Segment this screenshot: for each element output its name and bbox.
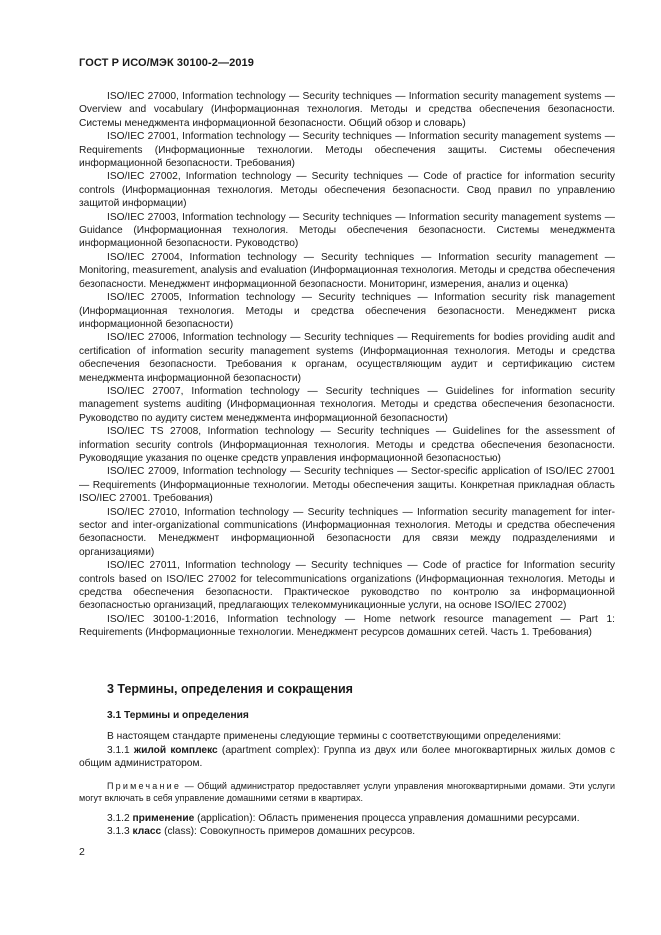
definition-number: 3.1.3 [107,826,130,838]
reference-item: ISO/IEC 30100-1:2016, Information technology — Home network resource management — Part 1: Requirements (Информационные технологии. Менеджмент ресурсов домашних сетей. Часть 1. Требования) [79,613,615,639]
definitions [79,730,615,839]
reference-item: ISO/IEC 27002, Information technology — Security techniques — Code of practice for information security controls (Информационная технология. Методы обеспечения безопасности. Свод правил по управлению защитой информации) [79,171,615,210]
reference-item: ISO/IEC 27009, Information technology — Security techniques — Sector-specific application of ISO/IEC 27001 — Requirements (Информационные технологии. Методы обеспечения защиты. Конкретная прикладная область ISO/IEC 27001. Требования) [79,466,615,505]
reference-item: ISO/IEC 27001, Information technology — Security techniques — Information security management systems — Requirements (Информационные технологии. Методы обеспечения защиты. Системы обеспечения информационной безопасности. Требования) [79,131,615,170]
note [79,780,615,805]
page-number: 2 [79,846,85,858]
subsection-title: 3.1 Термины и определения [107,710,249,721]
definition-number: 3.1.1 [107,744,130,756]
reference-item: ISO/IEC 27010, Information technology — Security techniques — Information security management for inter-sector and inter-organizational communications (Информационная технология. Методы и средства обеспечения безопасности. Менеджмент информационной безопасности для связи между подразделениями и организациями) [79,506,615,558]
definition-item [79,812,615,826]
reference-item: ISO/IEC 27006, Information technology — Security techniques — Requirements for bodies providing audit and certification of information security management systems (Информационная технология. Методы и средства обеспечения безопасности. Требования к органам, осуществляющим аудит и сертификацию систем менеджмента информационной безопасности) [79,332,615,384]
definition-term: жилой комплекс [133,744,218,756]
normative-references-list [79,90,615,640]
definition-text: (class): Совокупность примеров домашних ресурсов. [164,826,416,838]
definition-text: (apartment complex): Группа из двух или более многоквартирных жилых домов с общим администратором. [79,744,615,770]
definition-text: (application): Область применения процесса управления домашними ресурсами. [197,812,580,824]
reference-item: ISO/IEC 27004, Information technology — Security techniques — Information security management — Monitoring, measurement, analysis and evaluation (Информационная технология. Методы и средства обеспечения безопасности. Менеджмент информационной безопасности. Мониторинг, измерения, анализ и оценка) [79,251,615,290]
reference-item: ISO/IEC 27003, Information technology — Security techniques — Information security management systems — Guidance (Информационная технология. Методы обеспечения безопасности. Системы менеджмента информационной безопасности. Руководство) [79,211,615,250]
reference-item: ISO/IEC 27000, Information technology — Security techniques — Information security management systems — Overview and vocabulary (Информационная технология. Методы и средства обеспечения безопасности. Системы менеджмента информационной безопасности. Общий обзор и словарь) [79,91,615,129]
definition-item [79,744,615,771]
document-header: ГОСТ Р ИСО/МЭК 30100-2—2019 [79,57,254,69]
note-label: Примечание [107,780,182,791]
definition-term: применение [132,812,195,824]
definition-term: класс [132,826,162,838]
section-title: 3 Термины, определения и сокращения [107,682,353,696]
definition-item [79,825,615,839]
note-text: — Общий администратор предоставляет услуги управления многоквартирными домами. Эти услуги могут включать в себя управление домашними сетями в квартирах. [79,780,615,804]
definition-number: 3.1.2 [107,812,130,824]
reference-item: ISO/IEC TS 27008, Information technology — Security techniques — Guidelines for the assessment of information security controls (Информационная технология. Методы и средства обеспечения безопасности. Руководящие указания по оценке средств управления информационной безопасностью) [79,426,615,464]
definitions-intro: В настоящем стандарте применены следующие термины с соответствующими определениями: [107,731,562,742]
reference-item: ISO/IEC 27011, Information technology — Security techniques — Code of practice for Information security controls based on ISO/IEC 27002 for telecommunications organizations (Информационная технология. Методы и средства обеспечения безопасности. Практическое руководство по контролю за информационной безопасностью организаций, предлагающих телекоммуникационные услуги, на основе ISO/IEC 27002) [79,560,615,612]
reference-item: ISO/IEC 27007, Information technology — Security techniques — Guidelines for information security management systems auditing (Информационная технология. Методы и средства обеспечения безопасности. Руководство по аудиту систем менеджмента информационной безопасности) [79,385,615,424]
reference-item: ISO/IEC 27005, Information technology — Security techniques — Information security risk management (Информационная технология. Методы и средства обеспечения безопасности. Менеджмент риска информационной безопасности) [79,292,615,330]
